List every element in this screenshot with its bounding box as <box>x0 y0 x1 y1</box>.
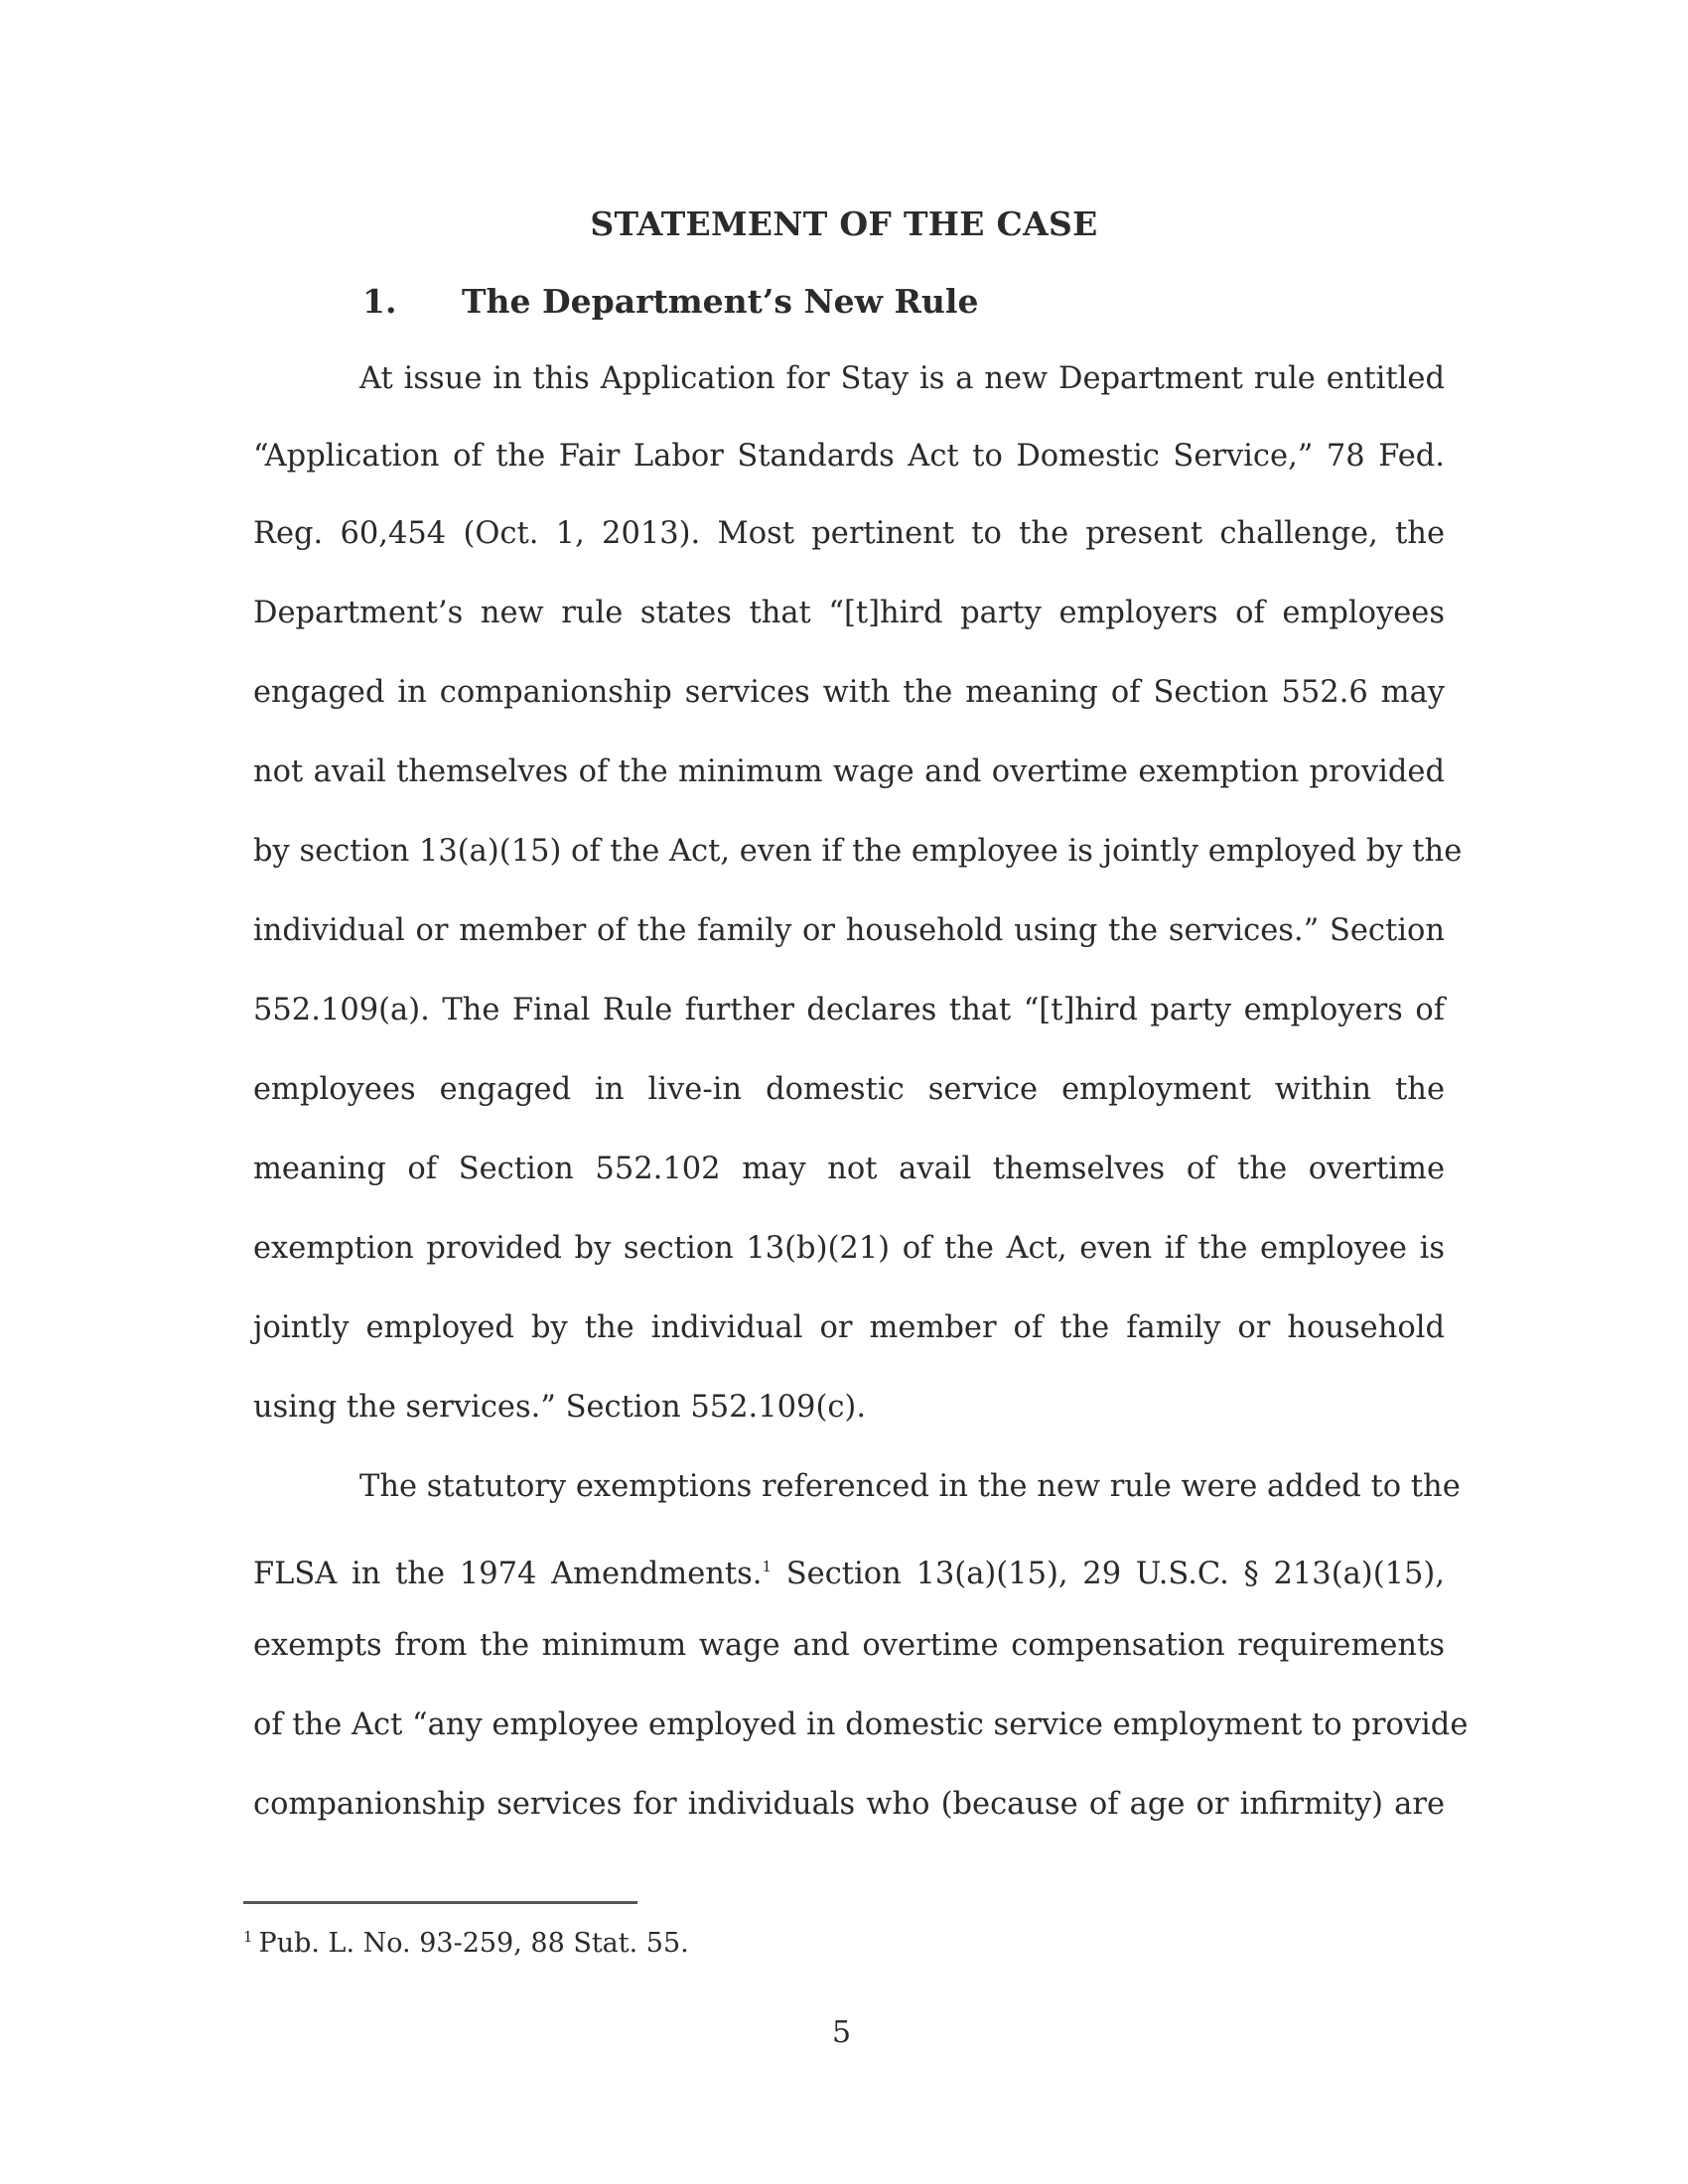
paragraph-line: engaged in companionship services with the meaning of Section 552.6 may <box>253 675 1445 710</box>
paragraph-line: Reg. 60,454 (Oct. 1, 2013). Most pertinent to the present challenge, the <box>253 516 1445 551</box>
paragraph-line: The statutory exemptions referenced in the new rule were added to the <box>359 1469 1461 1504</box>
paragraph-line: of the Act “any employee employed in domestic service employment to provide <box>253 1707 1469 1742</box>
section-heading <box>362 282 978 321</box>
paragraph-line-with-footnote <box>253 1547 1445 1594</box>
paragraph-line: companionship services for individuals who (because of age or infirmity) are <box>253 1787 1445 1822</box>
footnote-divider <box>243 1901 637 1904</box>
section-number: 1. <box>362 282 397 321</box>
footnote-reference[interactable]: 1 <box>762 1558 773 1575</box>
section-heading-text: The Department’s New Rule <box>462 282 979 321</box>
paragraph-line: “Application of the Fair Labor Standards Act to Domestic Service,” 78 Fed. <box>253 439 1445 474</box>
paragraph-line: Department’s new rule states that “[t]hird party employers of employees <box>253 596 1445 630</box>
page-number: 5 <box>832 2015 852 2050</box>
paragraph-line: employees engaged in live-in domestic service employment within the <box>253 1072 1445 1107</box>
paragraph-line: At issue in this Application for Stay is a new Department rule entitled <box>359 361 1445 396</box>
footnote-text: Pub. L. No. 93-259, 88 Stat. 55. <box>258 1928 689 1959</box>
line-text: Section 13(a)(15), 29 U.S.C. § 213(a)(15), <box>772 1557 1446 1591</box>
paragraph-line: 552.109(a). The Final Rule further declares that “[t]hird party employers of <box>253 993 1445 1027</box>
footnote-marker: 1 <box>243 1928 253 1946</box>
footnote <box>243 1928 689 1959</box>
paragraph-line: individual or member of the family or household using the services.” Section <box>253 913 1445 948</box>
paragraph-line: meaning of Section 552.102 may not avail themselves of the overtime <box>253 1152 1445 1186</box>
line-text: FLSA in the 1974 Amendments. <box>253 1557 763 1591</box>
document-title: STATEMENT OF THE CASE <box>590 205 1098 243</box>
paragraph-line: using the services.” Section 552.109(c). <box>253 1390 867 1425</box>
paragraph-line: exempts from the minimum wage and overtime compensation requirements <box>253 1628 1445 1663</box>
paragraph-line: by section 13(a)(15) of the Act, even if the employee is jointly employed by the <box>253 834 1463 869</box>
paragraph-line: jointly employed by the individual or member of the family or household <box>253 1310 1445 1345</box>
paragraph-line: not avail themselves of the minimum wage and overtime exemption provided <box>253 754 1445 789</box>
paragraph-line: exemption provided by section 13(b)(21) of the Act, even if the employee is <box>253 1231 1445 1266</box>
